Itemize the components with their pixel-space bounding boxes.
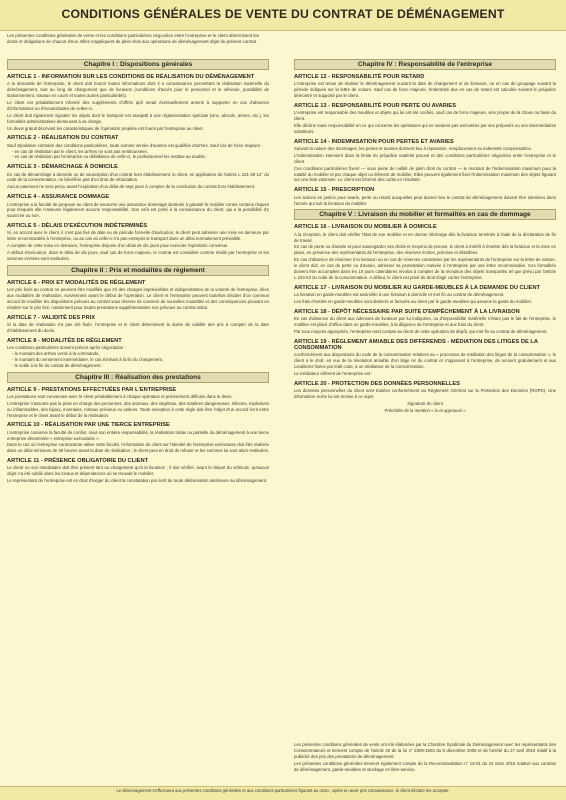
paragraph: L'entreprise a la faculté de proposer au client de souscrire une assurance dommage destinée à garantir le mobilier contre certains risques pour lesquels elle n'assume légalement aucune responsabilité. Son coût est porté à la connaissance du client, qui a la possibilité d'y souscrire ou non.: [7, 201, 269, 219]
chapter-heading: Chapitre I : Dispositions générales: [7, 59, 269, 70]
chapter-heading: Chapitre III : Réalisation des prestations: [7, 372, 269, 383]
article-heading: ARTICLE 18 - DÉPÔT NÉCESSAIRE PAR SUITE D'EMPÊCHEMENT À LA LIVRAISON: [294, 308, 520, 315]
paragraph: En cas de perte ou d'avarie et pour sauvegarder ses droits et moyens de preuve, le client a intérêt à émettre dès la livraison et la mise en place, en présence des représentants de l'entreprise, des réserves écrites, précises et détaillées.: [294, 244, 556, 256]
paragraph: Un devis gratuit décrivant les caractéristiques de l'opération projetée est fourni par l'entreprise au client.: [7, 125, 204, 131]
paragraph: Ces conditions particulières fixent — sous peine de nullité de plein droit du contrat — le montant de l'indemnisation maximum pour la totalité du mobilier et par chaque objet ou élément de mobilier. Elles peuvent également fixer l'indemnisation maximum des objets figurant sur une liste valorisée. Le client est informé des coûts en résultant.: [294, 165, 556, 183]
chapter-heading: Chapitre II : Prix et modalités de règlement: [7, 265, 269, 276]
paragraph: L'indemnisation intervient dans la limite du préjudice matériel prouvé et des conditions particulières négociées entre l'entreprise et le client.: [294, 152, 556, 164]
article-heading: ARTICLE 15 - PRESCRIPTION: [294, 187, 375, 194]
paragraph: A la réception, le client doit vérifier l'état de son mobilier et en donner décharge dès la livraison terminée à l'aide de la déclaration de fin de travail.: [294, 231, 556, 243]
paragraph: L'entreprise est responsable des meubles et objets qui lui ont été confiés, sauf cas de force majeure, vice propre de la chose ou faute du client.: [294, 110, 556, 122]
paragraph: En cas d'absence de réserves à la livraison ou en cas de réserves contestées par les représentants de l'entreprise sur la lettre de voiture, le client doit, en cas de perte ou d'avarie, adresser sa protestation motivée à l'entreprise par une lettre recommandée. Ces formalités doivent être accomplies dans les 10 jours calendaires révolus à compter de la réception des objets transportés tel que prévu par l'article L.224-63 du code de la consommation. A défaut, le client est privé du droit d'agir contre l'entreprise.: [294, 257, 556, 280]
list-item: - le solde à la fin du contrat de déménagement.: [12, 362, 102, 368]
bottom-note: Les présentes conditions générales de vente ont été élaborées par la Chambre Syndicale du Déménagement avec les représentants des Consommateurs et tiennent compte de l'article 40 de la loi n° 2009-1503 du 8 décembre 2009 et de l'arrêté du 27 avril 2010 relatif à la publicité des prix des prestations de déménagement.: [294, 742, 556, 759]
paragraph: Le client est préalablement informé des suppléments chiffrés qu'il serait éventuellement amené à supporter en cas d'absence d'informations ou d'inexactitudes de celles-ci.: [7, 99, 269, 111]
paragraph: Les frais d'entrée en garde-meubles sont distincts et facturés au client par le garde-meubles qui assume la garde du mobilier.: [294, 298, 532, 304]
paragraph: Si la date de réalisation n'a pas été fixée, l'entreprise et le client déterminent la durée de validité des prix à compter de la date d'établissement du devis.: [7, 321, 269, 333]
article-heading: ARTICLE 14 - INDEMNISATION POUR PERTES ET AVARIES: [294, 138, 454, 145]
list-item: - le montant du versement intermédiaire, le cas échéant à la fin du chargement,: [12, 356, 163, 362]
article-heading: ARTICLE 10 - RÉALISATION PAR UNE TIERCE ENTREPRISE: [7, 422, 170, 429]
paragraph: A la demande de l'entreprise, le client doit fournir toutes informations dont il a connaissance permettant la réalisation matérielle du déménagement, tout au long de chargement que de livraison (conditions d'accès pour le personnel et le véhicule, possibilité de stationnement, travaux en cours et toutes autres particularités).: [7, 81, 269, 99]
footer-note: Le déménagement s'effectuera aux présentes conditions générales et aux conditions particulières figurant au recto ; après en avoir pris connaissance, le client déclare les accepter.: [116, 788, 450, 793]
article-heading: ARTICLE 8 - MODALITÉS DE RÈGLEMENT: [7, 337, 122, 344]
paragraph: Les prestations sont convenues avec le client préalablement à chaque opération et précisément définies dans le devis.: [7, 393, 233, 399]
paragraph: Conformément aux dispositions du code de la consommation relatives au « processus de médiation des litiges de la consommation », le client a le droit, en vue de la résolution amiable d'un litige né du contrat et s'opposant à l'entreprise, de recourir gratuitement et aux conditions fixées par ledit code, à un médiateur de la consommation.: [294, 352, 556, 370]
article-heading: ARTICLE 17 - LIVRAISON DU MOBILIER AU GARDE-MEUBLES À LA DEMANDE DU CLIENT: [294, 284, 541, 291]
right-column: [294, 56, 556, 414]
paragraph: En cas d'absence du client aux adresses de livraison par lui indiquées, ou d'impossibilité matérielle n'étant pas le fait de l'entreprise, le mobilier est placé d'office dans un garde-meubles, à la diligence de l'entreprise et aux frais du client.: [294, 316, 556, 327]
bottom-notes: [294, 741, 556, 773]
article-heading: ARTICLE 3 - DÉMARCHAGE À DOMICILE: [7, 164, 118, 171]
page-title: CONDITIONS GÉNÉRALES DE VENTE DU CONTRAT DE DÉMÉNAGEMENT: [61, 7, 505, 21]
paragraph: Le représentant de l'entreprise est en droit d'exiger du client la constatation par écrit de toute détérioration antérieure au déménagement.: [7, 478, 268, 484]
paragraph: Par tous moyens appropriés, l'entreprise rend compte au client de cette opération de dépôt, qui met fin au contrat de déménagement.: [294, 328, 548, 334]
list-item: - en cas de résiliation par l'entreprise ou défaillance de celle-ci, le professionnel les restitue au double.: [12, 154, 207, 160]
article-heading: ARTICLE 1 - INFORMATION SUR LES CONDITIONS DE RÉALISATION DU DÉMÉNAGEMENT: [7, 74, 255, 80]
chapter-heading: Chapitre V : Livraison du mobilier et formalités en cas de dommage: [294, 209, 556, 220]
paragraph: Les données personnelles du client sont traitées conformément au Règlement Général sur la Protection des Données (RGPD). Une information écrite lui est remise à ce sujet.: [294, 388, 556, 399]
article-heading: ARTICLE 20 - PROTECTION DES DONNÉES PERSONNELLES: [294, 380, 460, 387]
paragraph: Les prix fixés au contrat ne peuvent être modifiés que s'il des charges imprévisibles et indépendantes de la volonté de l'entreprise, liées aux modalités de réalisation, surviennent avant le début de l'opération. Le client et l'entreprise peuvent toutefois décider d'un commun accord de modifier les dispositions prévues au contrat sous réserve de convenir de nouvelles modalités et des conséquences pouvant en résulter sur le prix fixé, notamment pour toutes prestations supplémentaires non prévues au contrat initial.: [7, 287, 269, 310]
article-heading: ARTICLE 19 - RÈGLEMENT AMIABLE DES DIFFÉRENDS - MÉDIATION DES LITIGES DE LA CONSOMMATION: [294, 338, 538, 351]
paragraph: Les actions en justice pour avarie, perte ou retard auxquelles peut donner lieu le contrat de déménagement doivent être intentées dans l'année qui suit la livraison du mobilier.: [294, 194, 556, 206]
article-heading: ARTICLE 16 - LIVRAISON DU MOBILIER À DOMICILE: [294, 224, 437, 231]
article-heading: ARTICLE 4 - ASSURANCE DOMMAGE: [7, 194, 110, 201]
paragraph: A compter de cette mise en demeure, l'entreprise dispose d'un délai de dix jours pour exécuter l'opération convenue.: [7, 243, 229, 249]
paragraph: L'entreprise conserve la faculté de confier, sous son entière responsabilité, la réalisation totale ou partielle du déménagement à une tierce entreprise dénommée « entreprise exécutante ».: [7, 429, 269, 441]
chapter-heading: Chapitre IV : Responsabilité de l'entreprise: [294, 59, 556, 70]
paragraph: Sauf stipulation contraire des conditions particulières, toute somme versée d'avance est qualifiée d'arrhes. Sauf cas de force majeure :: [7, 142, 263, 148]
article-heading: ARTICLE 11 - PRÉSENCE OBLIGATOIRE DU CLIENT: [7, 458, 149, 465]
paragraph: L'entreprise est tenue de réaliser le déménagement suivant la date de chargement et de livraison, ou en cas de groupage suivant la période indiquée sur la lettre de voiture. Sauf cas de force majeure, l'indemnité due en cas de retard est calculée suivant le préjudice démontré et supporté par le client.: [294, 81, 556, 99]
paragraph: L'entreprise n'assume pas la prise en charge des personnes, des animaux, des végétaux, des matières dangereuses, infectes, explosives ou inflammables, des bijoux, monnaies, métaux précieux ou valeurs. Toute exception à cette règle doit être l'objet d'un accord écrit entre l'entreprise et le client avant le début de la réalisation.: [7, 400, 269, 418]
signature-mention: Précédée de la mention « lu et approuvé »: [384, 407, 466, 413]
paragraph: Le client ou son mandataire doit être présent tant au chargement qu'à la livraison ; il doit vérifier, avant le départ du véhicule, qu'aucun objet n'a été oublié dans les locaux et dépendances où se trouvait le mobilier.: [7, 465, 269, 477]
article-heading: ARTICLE 13 - RESPONSABILITÉ POUR PERTE OU AVARIES: [294, 102, 457, 109]
article-heading: ARTICLE 7 - VALIDITÉ DES PRIX: [7, 314, 96, 321]
list-item: - le montant des arrhes versé à la commande,: [12, 350, 100, 356]
article-heading: ARTICLE 2 - RÉALISATION DU CONTRAT: [7, 135, 119, 142]
paragraph: Elle décline toute responsabilité en ce qui concerne les opérations qui ne seraient pas exécutées par ses préposés ou ses intermédiaires substitués.: [294, 122, 556, 134]
signature-label: Signature du client: [407, 400, 443, 406]
article-heading: ARTICLE 5 - DÉLAIS D'EXÉCUTION INDÉTERMINÉS: [7, 223, 148, 230]
article-heading: ARTICLE 9 - PRESTATIONS EFFECTUÉES PAR L'ENTREPRISE: [7, 386, 177, 393]
paragraph: Le médiateur référent de l'entreprise est :: [294, 370, 373, 376]
article-heading: ARTICLE 12 - RESPONSABILITÉ POUR RETARD: [294, 74, 425, 80]
bottom-note: Les présentes conditions générales tiennent également compte de la Recommandation n° 16-01 du 24 mars 2016 relative aux contrats de déménagement, garde-meubles et stockage en libre-service.: [294, 760, 556, 772]
paragraph: En cas de démarchage à domicile ou de souscription d'un contrat hors établissement, le client, en application de l'article L 221-28 12° du code de la consommation, ne bénéficie pas d'un droit de rétractation.: [7, 171, 269, 183]
paragraph: La livraison en garde-meubles est assimilée à une livraison à domicile et met fin au contrat de déménagement.: [294, 292, 505, 298]
paragraph: Dans le cas où l'entreprise contractante utilise cette faculté, l'information du client sur l'identité de l'entreprise exécutante doit être réalisée dans un délai minimum de 48 heures avant la date de réalisation ; le client peut en droit de refuser et les sommes lui sont alors restituées.: [7, 442, 270, 454]
article-heading: ARTICLE 6 - PRIX ET MODALITÉS DE RÈGLEMENT: [7, 279, 146, 286]
paragraph: Si, en accord avec le client, il n'est pas fixé de date ou de période formelle d'exécution, le client peut adresser une mise en demeure par lettre recommandée à l'entreprise, ou au cas où celle-ci n'a pas entrepris le transport dans un délai normalement prévisible.: [7, 230, 269, 242]
list-item: - en cas de résiliation par le client, les arrhes ne sont pas remboursées,: [12, 148, 148, 154]
intro-paragraph: Les présentes conditions générales de vente et les conditions particulières négociées entre l'entreprise et le client déterminent les droits et obligations de chacun d'eux. Elles s'appliquent de plein droit aux opérations de déménagement objet du présent contrat.: [7, 33, 259, 45]
left-column: [7, 56, 269, 484]
paragraph: Le client doit également signaler les objets dont le transport est assujetti à une réglementation spéciale (vins, alcools, armes, etc.), les formalités administratives demeurant à sa charge.: [7, 112, 269, 124]
paragraph: Aucun paiement ne sera perçu avant l'expiration d'un délai de sept jours à compter de la conclusion du contrat hors établissement.: [7, 184, 256, 190]
paragraph: Les conditions particulières doivent prévoir après négociation :: [7, 345, 126, 350]
paragraph: Suivant la nature des dommages, les pertes et avaries donnent lieu à réparation, remplacement ou indemnité compensatrice.: [294, 145, 533, 151]
paragraph: A défaut d'exécution, dans le délai de dix jours, sauf cas de force majeure, le contrat est considéré comme résilié par l'entreprise et les sommes versées sont restituées.: [7, 250, 269, 262]
